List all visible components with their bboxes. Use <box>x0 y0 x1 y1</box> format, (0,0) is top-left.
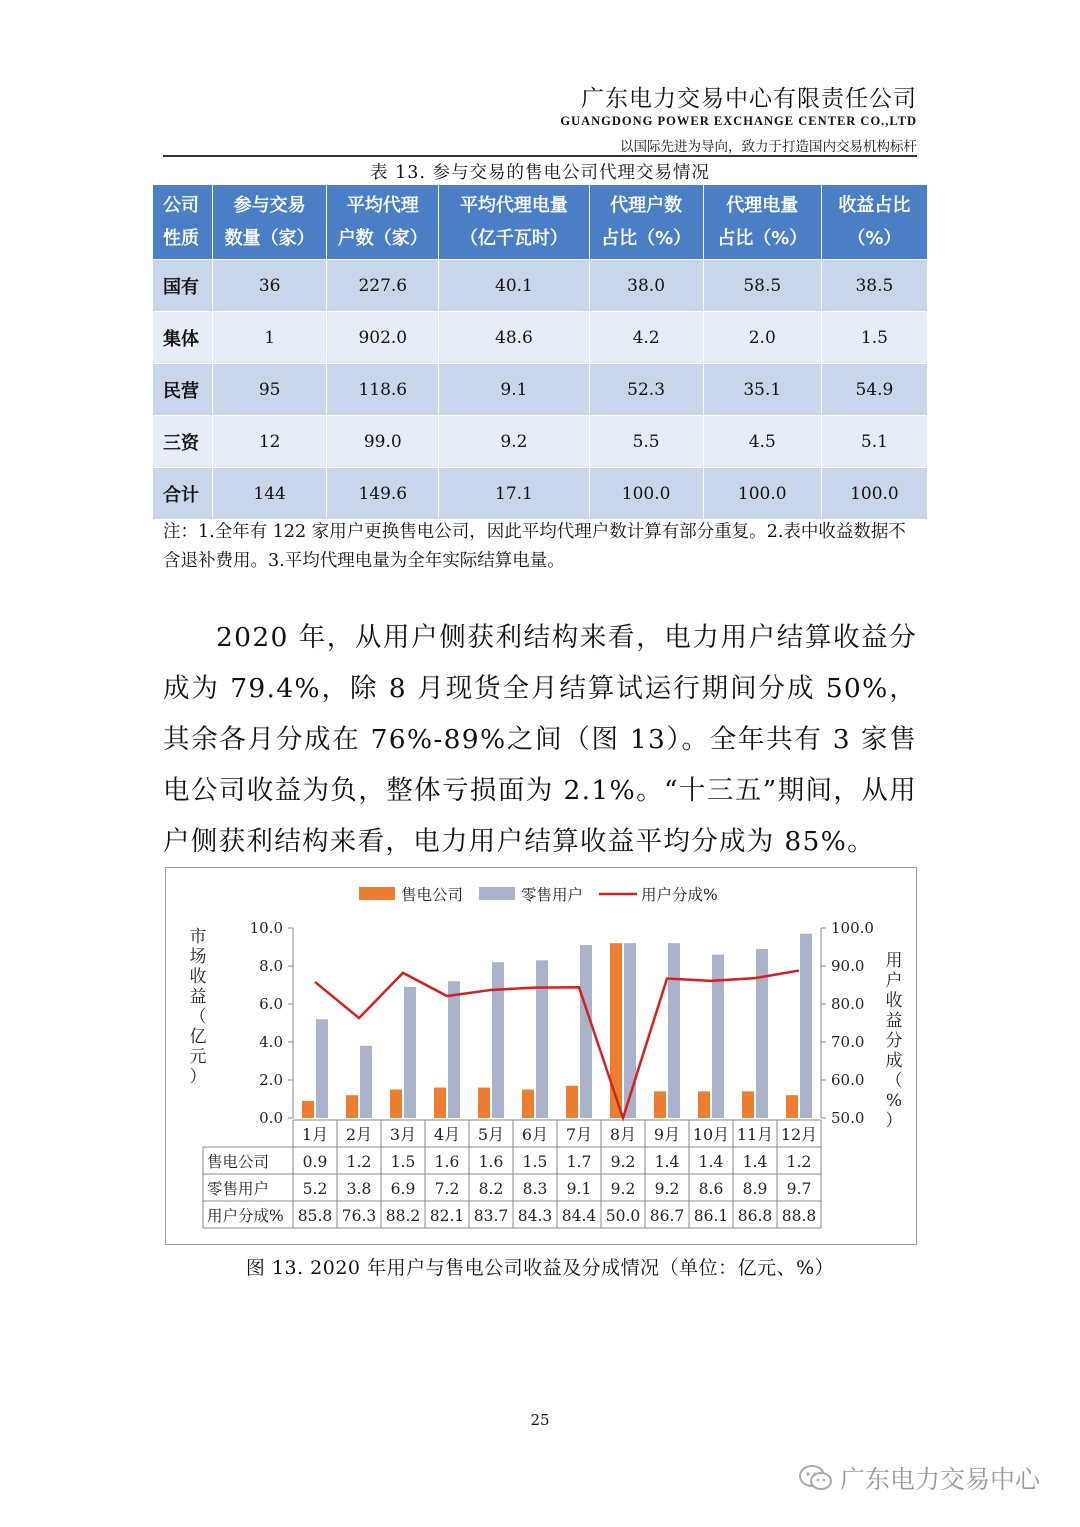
y-axis-title-char: 市 <box>189 927 207 947</box>
y-axis-title-char: 益 <box>189 987 207 1007</box>
company-slogan: 以国际先进为导向，致力于打造国内交易机构标杆 <box>620 139 917 155</box>
data-table-value: 1.6 <box>434 1153 460 1171</box>
x-tick-label: 3月 <box>389 1125 417 1144</box>
bar-retail-user <box>580 945 592 1118</box>
table-cell: 118.6 <box>327 364 439 416</box>
bar-company <box>786 1095 798 1118</box>
bar-company <box>478 1088 490 1118</box>
table-cell: 95 <box>213 364 327 416</box>
table-row-total <box>153 468 928 520</box>
table-caption: 表 13. 参与交易的售电公司代理交易情况 <box>370 163 710 183</box>
data-table-value: 9.2 <box>654 1180 680 1198</box>
header-avg-agent-users: 平均代理 户数（家） <box>327 185 439 260</box>
table-cell: 100.0 <box>821 468 927 520</box>
y-tick-label-right: 80.0 <box>831 995 865 1013</box>
legend-label: 用户分成% <box>641 886 718 904</box>
data-table-value: 84.4 <box>561 1207 597 1225</box>
table-header-row <box>153 185 928 260</box>
bar-retail-user <box>360 1046 372 1118</box>
table-cell: 36 <box>213 260 327 312</box>
bar-retail-user <box>404 987 416 1118</box>
y-tick-label-right: 100.0 <box>831 919 874 937</box>
page-number: 25 <box>530 1411 550 1429</box>
table-note: 注：1.全年有 122 家用户更换售电公司，因此平均代理户数计算有部分重复。2.表中收益数据不含退补费用。3.平均代理电量为全年实际结算电量。 <box>163 522 906 571</box>
table-cell: 58.5 <box>703 260 821 312</box>
header-avg-agent-power: 平均代理电量 （亿千瓦时） <box>439 185 589 260</box>
data-table-value: 86.1 <box>693 1207 729 1225</box>
y-tick-label-right: 60.0 <box>831 1071 865 1089</box>
header-power-share: 代理电量 占比（%） <box>703 185 821 260</box>
y-tick-label-left: 10.0 <box>249 919 283 937</box>
table-row <box>153 364 928 416</box>
company-name-en: GUANGDONG POWER EXCHANGE CENTER CO.,LTD <box>560 114 917 128</box>
table-cell: 38.0 <box>589 260 703 312</box>
row-label: 合计 <box>153 468 213 520</box>
table-cell: 9.1 <box>439 364 589 416</box>
row-label: 集体 <box>153 312 213 364</box>
header-user-share: 代理户数 占比（%） <box>589 185 703 260</box>
data-table-value: 88.8 <box>781 1207 817 1225</box>
table-cell: 17.1 <box>439 468 589 520</box>
x-tick-label: 10月 <box>692 1125 730 1144</box>
data-table-value: 1.6 <box>478 1153 504 1171</box>
data-table-value: 50.0 <box>605 1207 641 1225</box>
legend-swatch <box>359 887 395 900</box>
data-table-value: 7.2 <box>434 1180 460 1198</box>
y2-axis-title-char: 分 <box>885 1031 903 1051</box>
y2-axis-title-char: 户 <box>885 971 903 991</box>
revenue-chart <box>166 868 916 1244</box>
y2-axis-title-char: （ <box>885 1071 903 1091</box>
data-table-value: 8.9 <box>742 1180 768 1198</box>
header-company-type: 公司 性质 <box>153 185 213 260</box>
data-table-value: 1.4 <box>654 1153 680 1171</box>
y-tick-label-left: 2.0 <box>259 1071 283 1089</box>
bar-retail-user <box>668 943 680 1118</box>
table-row <box>153 260 928 312</box>
data-table-value: 85.8 <box>297 1207 333 1225</box>
data-table-value: 1.2 <box>786 1153 812 1171</box>
table-cell: 1 <box>213 312 327 364</box>
data-table-value: 86.7 <box>649 1207 685 1225</box>
table-cell: 12 <box>213 416 327 468</box>
table-cell: 100.0 <box>589 468 703 520</box>
x-tick-label: 5月 <box>477 1125 505 1144</box>
bar-retail-user <box>492 962 504 1118</box>
y2-axis-title-char: 益 <box>885 1011 903 1031</box>
data-table-row-label: 用户分成% <box>207 1207 284 1225</box>
data-table-value: 8.2 <box>478 1180 504 1198</box>
bar-retail-user <box>756 949 768 1118</box>
y-axis-title-char: 元 <box>189 1047 207 1067</box>
data-table-value: 84.3 <box>517 1207 553 1225</box>
table-row <box>153 312 928 364</box>
data-table-value: 88.2 <box>385 1207 421 1225</box>
bar-company <box>654 1091 666 1118</box>
data-table-value: 1.2 <box>346 1153 372 1171</box>
table-cell: 54.9 <box>821 364 927 416</box>
y-tick-label-left: 6.0 <box>259 995 283 1013</box>
x-tick-label: 12月 <box>780 1125 818 1144</box>
row-label: 三资 <box>153 416 213 468</box>
y2-axis-title-char: ） <box>885 1111 903 1131</box>
wechat-watermark <box>798 1460 1040 1496</box>
wechat-icon <box>798 1464 834 1492</box>
figure-13-box <box>165 867 917 1245</box>
legend-swatch <box>479 887 515 900</box>
y-tick-label-right: 50.0 <box>831 1109 865 1127</box>
bar-company <box>698 1091 710 1118</box>
data-table-value: 6.9 <box>390 1180 416 1198</box>
table-cell: 38.5 <box>821 260 927 312</box>
table-cell: 52.3 <box>589 364 703 416</box>
bar-retail-user <box>448 981 460 1118</box>
bar-company <box>610 943 622 1118</box>
data-table-value: 9.2 <box>610 1180 636 1198</box>
data-table-value: 5.2 <box>302 1180 328 1198</box>
y2-axis-title-char: 收 <box>885 991 903 1011</box>
data-table-row-label: 售电公司 <box>207 1153 270 1171</box>
table-cell: 48.6 <box>439 312 589 364</box>
data-table-value: 8.6 <box>698 1180 724 1198</box>
y-tick-label-left: 4.0 <box>259 1033 283 1051</box>
y2-axis-title-char: 用 <box>885 951 903 971</box>
x-tick-label: 4月 <box>433 1125 461 1144</box>
data-table-value: 76.3 <box>341 1207 377 1225</box>
data-table-value: 9.7 <box>786 1180 812 1198</box>
header-divider <box>163 155 917 157</box>
figure-caption: 图 13. 2020 年用户与售电公司收益及分成情况（单位：亿元、%） <box>245 1257 835 1279</box>
bar-retail-user <box>316 1019 328 1118</box>
x-tick-label: 9月 <box>653 1125 681 1144</box>
bar-company <box>346 1095 358 1118</box>
row-label: 民营 <box>153 364 213 416</box>
table-cell: 9.2 <box>439 416 589 468</box>
y2-axis-title-char: 成 <box>885 1051 903 1071</box>
y2-axis-title-char: % <box>885 1091 903 1111</box>
table-cell: 4.2 <box>589 312 703 364</box>
header-participant-count: 参与交易 数量（家） <box>213 185 327 260</box>
row-label: 国有 <box>153 260 213 312</box>
line-user-share <box>315 971 799 1118</box>
data-table-value: 1.7 <box>566 1153 592 1171</box>
y-axis-title-char: （ <box>189 1007 207 1027</box>
bar-company <box>434 1088 446 1118</box>
y-tick-label-left: 0.0 <box>259 1109 283 1127</box>
table-cell: 4.5 <box>703 416 821 468</box>
data-table-value: 1.4 <box>698 1153 724 1171</box>
company-name-cn: 广东电力交易中心有限责任公司 <box>581 86 917 112</box>
data-table-value: 82.1 <box>429 1207 465 1225</box>
legend-label: 售电公司 <box>401 886 464 904</box>
x-tick-label: 8月 <box>609 1125 637 1144</box>
body-paragraph: 2020 年，从用户侧获利结构来看，电力用户结算收益分成为 79.4%，除 8 月现货全月结算试运行期间分成 50%，其余各月分成在 76%-89%之间（图 13）。全年共有 3 家售电公司收益为负，整体亏损面为 2.1%。“十三五”期间，从用户侧获利结构来看，电力用户结算收益平均分成为 85%。 <box>163 622 917 857</box>
table-cell: 144 <box>213 468 327 520</box>
bar-company <box>522 1090 534 1119</box>
legend-label: 零售用户 <box>521 886 584 904</box>
table-cell: 5.1 <box>821 416 927 468</box>
x-tick-label: 7月 <box>565 1125 593 1144</box>
y-tick-label-right: 90.0 <box>831 957 865 975</box>
table-cell: 99.0 <box>327 416 439 468</box>
y-axis-title-char: ） <box>189 1067 207 1087</box>
y-axis-title-char: 场 <box>189 947 207 967</box>
bar-company <box>390 1090 402 1119</box>
y-tick-label-right: 70.0 <box>831 1033 865 1051</box>
header-revenue-share: 收益占比 （%） <box>821 185 927 260</box>
data-table-value: 0.9 <box>302 1153 328 1171</box>
table-cell: 902.0 <box>327 312 439 364</box>
table-cell: 149.6 <box>327 468 439 520</box>
data-table-value: 3.8 <box>346 1180 372 1198</box>
table-cell: 2.0 <box>703 312 821 364</box>
data-table-value: 1.4 <box>742 1153 768 1171</box>
y-tick-label-left: 8.0 <box>259 957 283 975</box>
x-tick-label: 1月 <box>301 1125 329 1144</box>
data-table-value: 83.7 <box>473 1207 509 1225</box>
bar-company <box>742 1091 754 1118</box>
data-table-value: 9.2 <box>610 1153 636 1171</box>
y-axis-title-char: 收 <box>189 967 207 987</box>
data-table-value: 1.5 <box>522 1153 548 1171</box>
x-tick-label: 2月 <box>345 1125 373 1144</box>
bar-company <box>566 1086 578 1118</box>
data-table-value: 1.5 <box>390 1153 416 1171</box>
table-cell: 40.1 <box>439 260 589 312</box>
x-tick-label: 6月 <box>521 1125 549 1144</box>
x-tick-label: 11月 <box>736 1125 774 1144</box>
table-cell: 100.0 <box>703 468 821 520</box>
data-table-value: 9.1 <box>566 1180 592 1198</box>
bar-retail-user <box>800 934 812 1118</box>
table-cell: 5.5 <box>589 416 703 468</box>
agency-trading-table <box>152 184 928 520</box>
table-cell: 1.5 <box>821 312 927 364</box>
table-cell: 35.1 <box>703 364 821 416</box>
y-axis-title-char: 亿 <box>189 1027 207 1047</box>
table-row <box>153 416 928 468</box>
data-table-value: 86.8 <box>737 1207 773 1225</box>
data-table-value: 8.3 <box>522 1180 548 1198</box>
bar-company <box>302 1101 314 1118</box>
bar-retail-user <box>536 960 548 1118</box>
table-cell: 227.6 <box>327 260 439 312</box>
watermark-text: 广东电力交易中心 <box>839 1465 1040 1494</box>
data-table-row-label: 零售用户 <box>207 1180 270 1198</box>
